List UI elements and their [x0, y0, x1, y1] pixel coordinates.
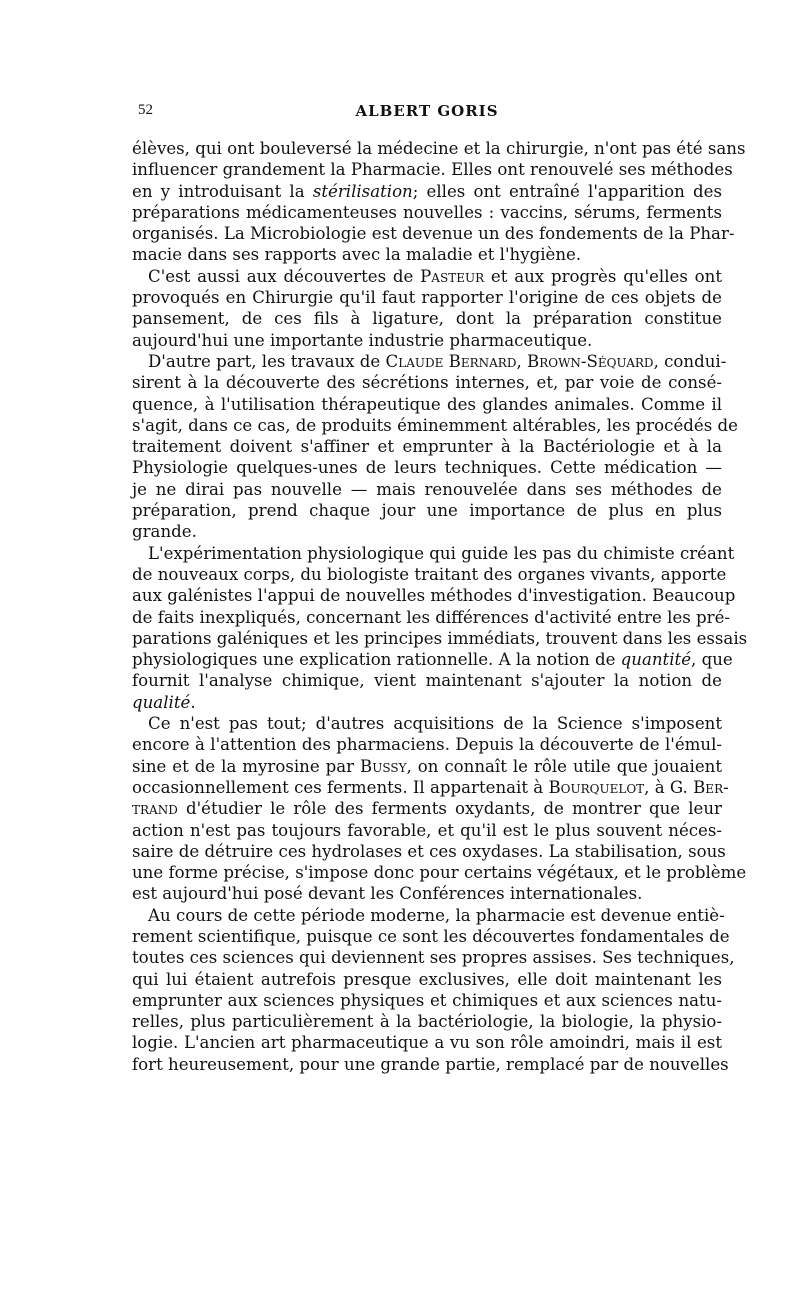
text-run: physiologiques une explication rationnelle. A la notion de: [132, 650, 621, 670]
person-name: trand: [132, 799, 178, 819]
text-run: ; elles ont entraîné l'apparition des: [412, 181, 722, 201]
text-run: , que: [691, 650, 733, 670]
text-line: action n'est pas toujours favorable, et qu'il est le plus souvent néces-: [132, 820, 722, 840]
person-name: Brown-Séquard: [527, 351, 654, 371]
text-line: [132, 181, 722, 202]
text-run: d'étudier le rôle des ferments oxydants, de montrer que leur: [177, 799, 722, 819]
person-name: Bussy: [360, 756, 407, 776]
page-number: 52: [138, 102, 153, 118]
page-header: [132, 102, 722, 126]
text-run: sine et de la myrosine par: [132, 756, 361, 776]
text-run: , on connaît le rôle utile que jouaient: [406, 756, 722, 776]
text-line: fournit l'analyse chimique, vient maintenant s'ajouter la notion de: [132, 671, 722, 691]
text-run: , condui-: [653, 351, 727, 371]
text-line: aujourd'hui une importante industrie pharmaceutique.: [132, 330, 593, 350]
text-line: de nouveaux corps, du biologiste traitant des organes vivants, apporte: [132, 564, 727, 584]
text-line: parations galéniques et les principes immédiats, trouvent dans les essais: [132, 628, 748, 648]
italic-term: qualité: [132, 692, 191, 712]
text-line: emprunter aux sciences physiques et chimiques et aux sciences natu-: [132, 990, 722, 1010]
text-line: [132, 777, 729, 798]
text-line: est aujourd'hui posé devant les Conférences internationales.: [132, 884, 643, 904]
text-line: Physiologie quelques-unes de leurs techniques. Cette médication —: [132, 458, 722, 478]
text-line: qui lui étaient autrefois presque exclusives, elle doit maintenant les: [132, 969, 722, 989]
text-line: grande.: [132, 522, 197, 542]
text-line: élèves, qui ont bouleversé la médecine et la chirurgie, n'ont pas été sans: [132, 139, 746, 158]
text-run: ,: [516, 351, 528, 371]
person-name: Bourquelot: [548, 777, 645, 797]
text-line: relles, plus particulièrement à la bactériologie, la biologie, la physio-: [132, 1012, 722, 1032]
text-run: , à G.: [644, 777, 694, 797]
text-line: logie. L'ancien art pharmaceutique a vu son rôle amoindri, mais il est: [132, 1033, 722, 1053]
text-line: traitement doivent s'affiner et emprunter à la Bactériologie et à la: [132, 437, 722, 457]
text-line: sirent à la découverte des sécrétions internes, et, par voie de consé-: [132, 373, 722, 393]
text-line: provoqués en Chirurgie qu'il faut rapporter l'origine de ces objets de: [132, 288, 722, 308]
text-line: quence, à l'utilisation thérapeutique des glandes animales. Comme il: [132, 394, 722, 414]
text-line: [132, 351, 727, 372]
text-line: [132, 798, 722, 819]
text-line: fort heureusement, pour une grande partie, remplacé par de nouvelles: [132, 1054, 729, 1074]
text-line: rement scientifique, puisque ce sont les découvertes fondamentales de: [132, 926, 730, 946]
text-line: aux galénistes l'appui de nouvelles méthodes d'investigation. Beaucoup: [132, 586, 736, 606]
text-run: D'autre part, les travaux de: [148, 351, 386, 371]
text-line: Ce n'est pas tout; d'autres acquisitions de la Science s'imposent: [148, 714, 722, 734]
text-line: [132, 756, 722, 777]
text-line: [132, 692, 722, 713]
italic-term: quantité: [620, 650, 692, 670]
text-line: encore à l'attention des pharmaciens. Depuis la découverte de l'émul-: [132, 735, 722, 755]
text-line: L'expérimentation physiologique qui guide les pas du chimiste créant: [148, 543, 735, 563]
text-line: organisés. La Microbiologie est devenue un des fondements de la Phar-: [132, 224, 735, 244]
text-line: macie dans ses rapports avec la maladie et l'hygiène.: [132, 245, 582, 265]
text-line: influencer grandement la Pharmacie. Elles ont renouvelé ses méthodes: [132, 160, 733, 180]
text-run: C'est aussi aux découvertes de: [148, 266, 421, 286]
text-run: occasionnellement ces ferments. Il appartenait à: [132, 777, 549, 797]
text-line: s'agit, dans ce cas, de produits éminemment altérables, les procédés de: [132, 415, 738, 435]
text-line: [132, 266, 722, 287]
text-line: [132, 649, 733, 670]
body-text: [132, 138, 748, 1075]
text-line: pansement, de ces fils à ligature, dont la préparation constitue: [132, 309, 722, 329]
person-name: Ber-: [693, 777, 729, 797]
text-run: et aux progrès qu'elles ont: [484, 266, 722, 286]
italic-term: stérilisation: [312, 181, 413, 201]
text-line: je ne dirai pas nouvelle — mais renouvelée dans ses méthodes de: [132, 479, 722, 499]
text-line: toutes ces sciences qui deviennent ses propres assises. Ses techniques,: [132, 948, 735, 968]
text-line: de faits inexpliqués, concernant les différences d'activité entre les pré-: [132, 607, 731, 627]
text-line: préparation, prend chaque jour une importance de plus en plus: [132, 501, 722, 521]
text-line: une forme précise, s'impose donc pour certains végétaux, et le problème: [132, 863, 747, 883]
text-run: en y introduisant la: [132, 181, 313, 201]
text-line: Au cours de cette période moderne, la pharmacie est devenue entiè-: [148, 905, 725, 925]
text-run: .: [190, 692, 196, 712]
text-line: préparations médicamenteuses nouvelles : vaccins, sérums, ferments: [132, 202, 722, 222]
text-line: saire de détruire ces hydrolases et ces oxydases. La stabilisation, sous: [132, 841, 726, 861]
person-name: Pasteur: [420, 266, 485, 286]
person-name: Claude Bernard: [385, 351, 517, 371]
running-head: ALBERT GORIS: [355, 102, 499, 120]
